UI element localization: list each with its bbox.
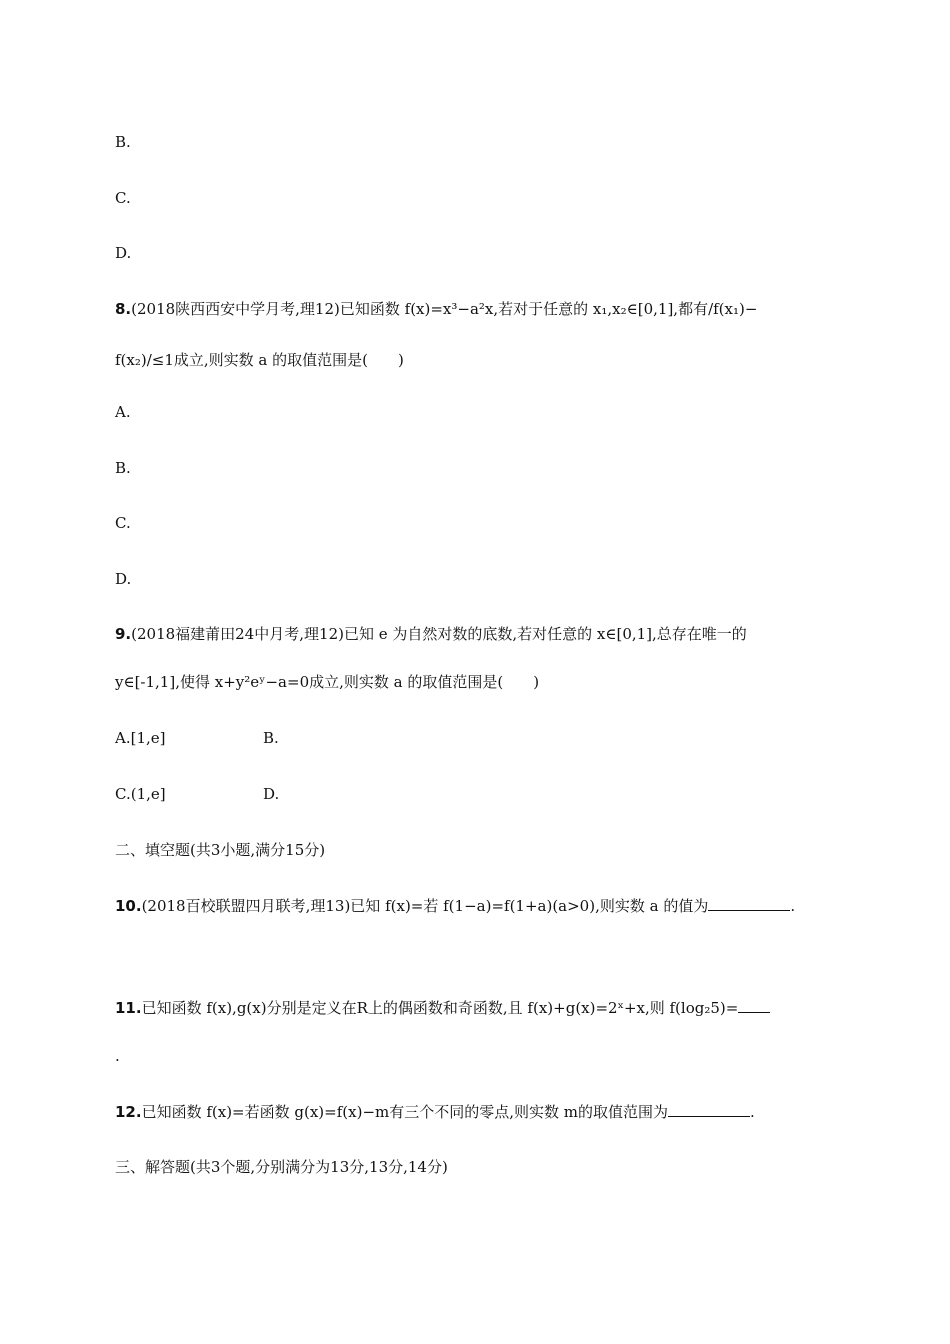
question-text: 已知函数 f(x)=若函数 g(x)=f(x)−m有三个不同的零点,则实数 m的取值范围为 xyxy=(141,1103,669,1121)
question-9-line2: y∈[-1,1],使得 x+y²eʸ−a=0成立,则实数 a 的取值范围是( ) xyxy=(115,673,540,691)
question-text: (2018福建莆田24中月考,理12)已知 e 为自然对数的底数,若对任意的 x∈[0,1],总存在唯一的 xyxy=(131,625,747,643)
question-number: 10. xyxy=(115,897,142,915)
option-b: B. xyxy=(115,133,131,151)
answer-blank[interactable] xyxy=(668,1102,750,1117)
answer-blank[interactable] xyxy=(738,998,770,1013)
question-11-end: . xyxy=(115,1047,120,1065)
option-c: C. xyxy=(115,514,131,532)
question-number: 8. xyxy=(115,300,132,318)
question-number: 9. xyxy=(115,625,132,643)
option-a: A. xyxy=(115,403,131,421)
question-8-line1 xyxy=(115,299,757,319)
question-12 xyxy=(115,1102,755,1122)
question-text: (2018陕西西安中学月考,理12)已知函数 f(x)=x³−a²x,若对于任意的 x₁,x₂∈[0,1],都有/f(x₁)− xyxy=(131,300,758,318)
option-d: D. xyxy=(263,785,280,803)
question-end: . xyxy=(790,897,796,915)
question-11 xyxy=(115,998,770,1018)
question-8-line2: f(x₂)/≤1成立,则实数 a 的取值范围是( ) xyxy=(115,351,404,369)
question-10 xyxy=(115,896,795,916)
option-b: B. xyxy=(115,459,131,477)
option-c: C. xyxy=(115,189,131,207)
question-9-line1 xyxy=(115,624,747,644)
option-d: D. xyxy=(115,244,132,262)
answer-blank[interactable] xyxy=(708,896,790,911)
option-a: A.[1,e] xyxy=(115,729,166,747)
section-heading: 三、解答题(共3个题,分别满分为13分,13分,14分) xyxy=(115,1158,448,1176)
section-heading: 二、填空题(共3小题,满分15分) xyxy=(115,841,326,859)
question-number: 12. xyxy=(115,1103,142,1121)
option-c: C.(1,e] xyxy=(115,785,166,803)
option-b: B. xyxy=(263,729,279,747)
question-number: 11. xyxy=(115,999,142,1017)
question-text: 已知函数 f(x),g(x)分别是定义在R上的偶函数和奇函数,且 f(x)+g(x)=2ˣ+x,则 f(log₂5)= xyxy=(141,999,739,1017)
question-end: . xyxy=(750,1103,755,1121)
question-text: (2018百校联盟四月联考,理13)已知 f(x)=若 f(1−a)=f(1+a)(a>0),则实数 a 的值为 xyxy=(141,897,709,915)
option-d: D. xyxy=(115,570,132,588)
